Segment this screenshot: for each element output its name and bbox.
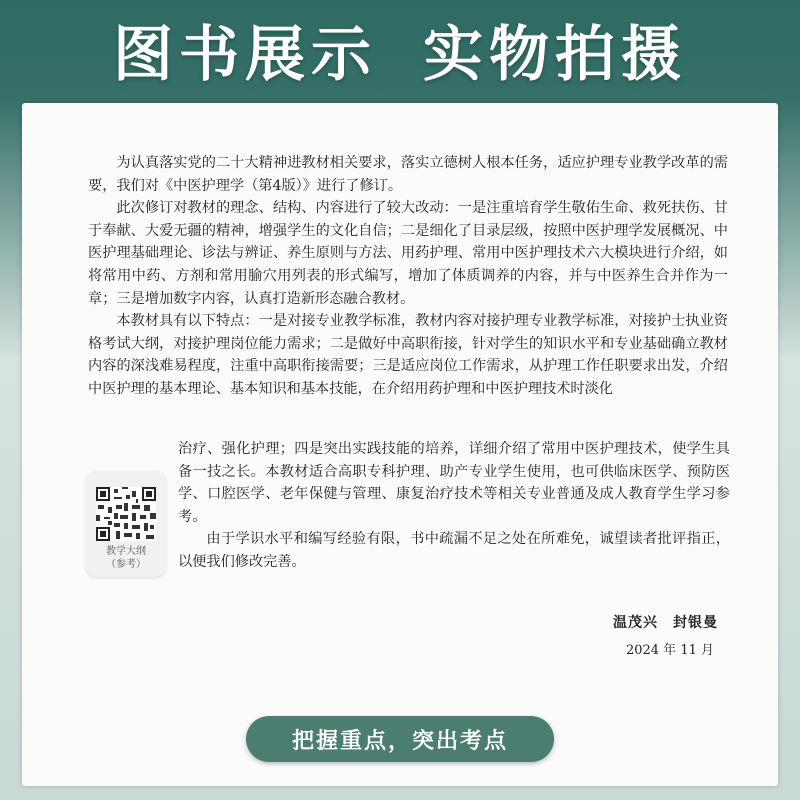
qr-code-card[interactable] (86, 471, 166, 577)
qr-code-label-line2: （参考） (106, 559, 146, 570)
banner-title (0, 0, 800, 100)
preface-paragraph-3-continued: 治疗、强化护理；四是突出实践技能的培养，详细介绍了常用中医护理技术，使学生具备一技之长。本教材适合高职专科护理、助产专业学生使用，也可供临床医学、预防医学、口腔医学、老年保健与管理、康复治疗技术等相关专业普通及成人教育学生学习参考。 (178, 441, 730, 525)
qr-code-label-line1: 教学大纲 (106, 546, 146, 557)
banner-title-left: 图书展示 (113, 20, 377, 90)
banner-title-right: 实物拍摄 (423, 20, 687, 90)
qr-code-label (86, 545, 166, 571)
preface-paragraph-4: 由于学识水平和编写经验有限，书中疏漏不足之处在所难免，诚望读者批评指正，以便我们修改完善。 (178, 531, 730, 570)
preface-paragraph-1: 为认真落实党的二十大精神进教材相关要求，落实立德树人根本任务，适应护理专业教学改革的需要，我们对《中医护理学（第4版）》进行了修订。 (88, 155, 728, 194)
qr-code-icon (96, 487, 156, 541)
preface-paragraph-2: 此次修订对教材的理念、结构、内容进行了较大改动：一是注重培育学生敬佑生命、救死扶伤、甘于奉献、大爱无疆的精神，增强学生的文化自信；二是细化了目录层级，按照中医护理学发展概况、中医护理基础理论、诊法与辨证、养生原则与方法、用药护理、常用中医护理技术六大模块进行介绍，如将常用中药、方剂和常用腧穴用列表的形式编写，增加了体质调养的内容，并与中医养生合并作为一章；三是增加数字内容，认真打造新形态融合教材。 (88, 200, 728, 307)
preface-date: 2024 年 11 月 (625, 643, 714, 658)
preface-paragraph-3: 本教材具有以下特点：一是对接专业教学标准，教材内容对接护理专业教学标准，对接护士执业资格考试大纲，对接护理岗位能力需求；二是做好中高职衔接，针对学生的知识水平和专业基础确立教材内容的深浅难易程度，注重中高职衔接需要；三是适应岗位工作需求，从护理工作任职要求出发，介绍中医护理的基本理论、基本知识和基本技能，在介绍用药护理和中医护理技术时淡化 (88, 313, 728, 397)
slogan-pill: 把握重点，突出考点 (246, 716, 554, 762)
preface-text (88, 152, 728, 401)
author-signature: 温茂兴 封银曼 (613, 615, 718, 631)
preface-text-wrapped (178, 438, 730, 574)
